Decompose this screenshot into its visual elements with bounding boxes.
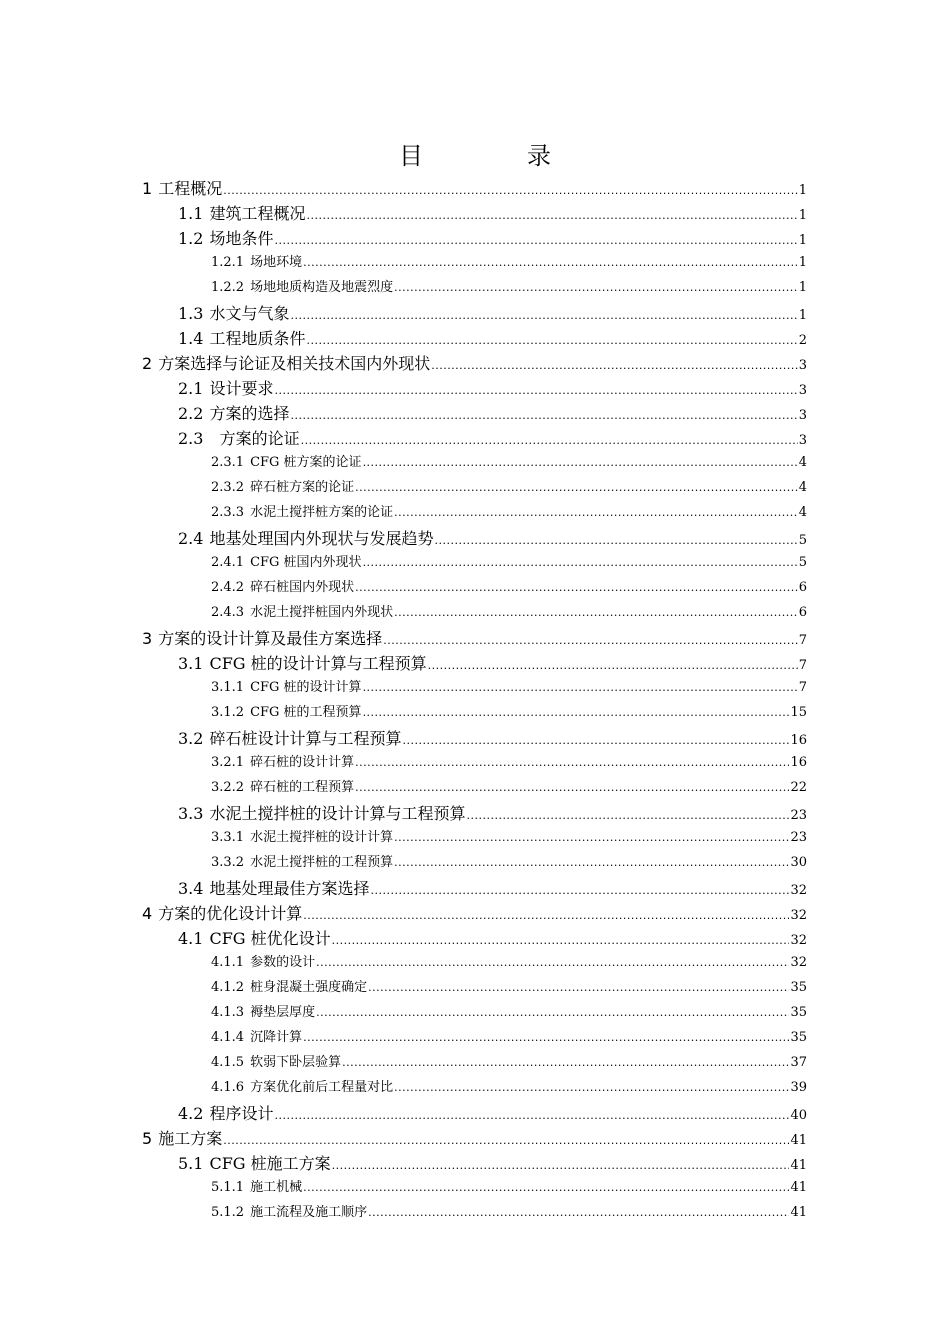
toc-leader-dots — [223, 179, 798, 198]
toc-entry-title: 碎石桩方案的论证 — [250, 480, 355, 495]
toc-entry[interactable] — [142, 1151, 807, 1176]
toc-entry-page: 32 — [790, 883, 807, 898]
toc-leader-dots — [290, 404, 797, 423]
toc-entry-page: 1 — [798, 255, 807, 270]
toc-entry[interactable] — [142, 501, 807, 526]
toc-entry-title: 场地条件 — [209, 229, 274, 248]
toc-entry-title: CFG 桩的设计计算 — [250, 680, 362, 695]
toc-entry-number: 2.4.2 — [211, 580, 245, 595]
toc-entry-title: CFG 桩施工方案 — [209, 1154, 331, 1173]
toc-entry[interactable] — [142, 776, 807, 801]
page-title: 目 录 — [399, 142, 591, 170]
toc-entry-page: 1 — [798, 233, 807, 248]
toc-entry-title: CFG 桩方案的论证 — [250, 455, 362, 470]
toc-leader-dots — [383, 629, 798, 648]
toc-leader-dots — [394, 280, 798, 295]
toc-entry-title: 施工机械 — [250, 1180, 303, 1195]
toc-entry[interactable] — [142, 826, 807, 851]
toc-entry[interactable] — [142, 1201, 807, 1226]
toc-leader-dots — [303, 255, 798, 270]
toc-entry-page: 32 — [790, 933, 807, 948]
toc-entry-number: 2.4 — [178, 529, 204, 548]
toc-entry[interactable] — [142, 326, 807, 351]
toc-entry-title: 建筑工程概况 — [209, 204, 306, 223]
toc-entry-number: 1.3 — [178, 304, 204, 323]
toc-entry-title: 场地地质构造及地震烈度 — [250, 280, 394, 295]
toc-entry[interactable] — [142, 1051, 807, 1076]
toc-leader-dots — [434, 529, 797, 548]
toc-entry-number: 4.1.5 — [211, 1055, 245, 1070]
toc-entry[interactable] — [142, 601, 807, 626]
toc-entry-title: CFG 桩的设计计算与工程预算 — [209, 654, 427, 673]
toc-entry-number: 2.3.2 — [211, 480, 245, 495]
toc-entry-page: 22 — [790, 780, 807, 795]
toc-entry-number: 4.1.4 — [211, 1030, 245, 1045]
toc-entry[interactable] — [142, 576, 807, 601]
toc-entry-title: CFG 桩的工程预算 — [250, 705, 362, 720]
toc-entry-page: 35 — [790, 1030, 807, 1045]
toc-entry-number: 4.2 — [178, 1104, 204, 1123]
toc-entry-title: 方案的设计计算及最佳方案选择 — [158, 629, 383, 648]
toc-entry-page: 37 — [790, 1055, 807, 1070]
toc-leader-dots — [274, 379, 797, 398]
toc-entry[interactable] — [142, 426, 807, 451]
toc-entry-page: 6 — [798, 605, 807, 620]
toc-entry[interactable] — [142, 1176, 807, 1201]
toc-entry[interactable] — [142, 251, 807, 276]
toc-leader-dots — [394, 1080, 789, 1095]
toc-leader-dots — [466, 804, 789, 823]
toc-leader-dots — [332, 929, 790, 948]
toc-entry-page: 30 — [790, 855, 807, 870]
toc-leader-dots — [368, 980, 789, 995]
toc-leader-dots — [363, 555, 798, 570]
toc-entry-title: 水泥土搅拌桩方案的论证 — [250, 505, 394, 520]
toc-entry-page: 4 — [798, 455, 807, 470]
toc-entry-page: 41 — [790, 1180, 807, 1195]
toc-entry-title: 地基处理国内外现状与发展趋势 — [209, 529, 434, 548]
toc-leader-dots — [363, 455, 798, 470]
toc-entry[interactable] — [142, 201, 807, 226]
toc-entry-number: 3 — [142, 629, 153, 648]
toc-entry[interactable] — [142, 1026, 807, 1051]
toc-entry[interactable] — [142, 401, 807, 426]
toc-entry[interactable] — [142, 276, 807, 301]
toc-entry-number: 2 — [142, 354, 153, 373]
toc-entry-page: 35 — [790, 1005, 807, 1020]
toc-entry-number: 5.1.1 — [211, 1180, 245, 1195]
toc-entry-number: 1.2 — [178, 229, 204, 248]
toc-entry-number: 5 — [142, 1129, 153, 1148]
toc-leader-dots — [394, 830, 789, 845]
toc-entry-title: 水泥土搅拌桩的设计计算与工程预算 — [209, 804, 466, 823]
toc-entry-page: 23 — [790, 830, 807, 845]
toc-entry-title: 水泥土搅拌桩国内外现状 — [250, 605, 394, 620]
toc-entry-page: 3 — [798, 408, 807, 423]
toc-entry-page: 16 — [790, 755, 807, 770]
toc-leader-dots — [274, 1104, 789, 1123]
toc-entry[interactable] — [142, 901, 807, 926]
toc-entry-number: 5.1.2 — [211, 1205, 245, 1220]
table-of-contents — [142, 176, 807, 1226]
toc-leader-dots — [223, 1129, 789, 1148]
toc-entry-title: 水文与气象 — [209, 304, 290, 323]
toc-entry-number: 3.1.2 — [211, 705, 245, 720]
toc-entry-number: 3.2.1 — [211, 755, 245, 770]
toc-entry[interactable] — [142, 676, 807, 701]
toc-entry-page: 23 — [790, 808, 807, 823]
toc-entry-number: 1.2.1 — [211, 255, 245, 270]
toc-entry[interactable] — [142, 526, 807, 551]
toc-entry-page: 5 — [798, 555, 807, 570]
toc-entry-title: 碎石桩的设计计算 — [250, 755, 355, 770]
toc-entry[interactable] — [142, 926, 807, 951]
toc-entry-title: 设计要求 — [209, 379, 274, 398]
toc-entry-page: 7 — [798, 633, 807, 648]
toc-leader-dots — [316, 955, 789, 970]
toc-leader-dots — [363, 680, 798, 695]
toc-entry-title: 方案选择与论证及相关技术国内外现状 — [158, 354, 431, 373]
toc-entry-number: 4 — [142, 904, 153, 923]
toc-entry[interactable] — [142, 951, 807, 976]
toc-entry-title: 方案的优化设计计算 — [158, 904, 303, 923]
toc-entry-page: 41 — [790, 1158, 807, 1173]
toc-entry-page: 32 — [790, 955, 807, 970]
toc-leader-dots — [274, 229, 797, 248]
toc-entry-title: 方案优化前后工程量对比 — [250, 1080, 394, 1095]
toc-entry-number: 5.1 — [178, 1154, 204, 1173]
toc-entry-page: 39 — [790, 1080, 807, 1095]
toc-entry-title: 水泥土搅拌桩的工程预算 — [250, 855, 394, 870]
toc-leader-dots — [290, 304, 797, 323]
toc-entry-title: 沉降计算 — [250, 1030, 303, 1045]
toc-entry-page: 1 — [798, 280, 807, 295]
toc-entry-page: 7 — [798, 680, 807, 695]
toc-entry-number: 3.3.2 — [211, 855, 245, 870]
toc-entry[interactable] — [142, 626, 807, 651]
toc-entry-title: 场地环境 — [250, 255, 303, 270]
toc-entry-number: 3.4 — [178, 879, 204, 898]
toc-leader-dots — [306, 204, 797, 223]
toc-entry-page: 1 — [798, 208, 807, 223]
toc-entry-page: 5 — [798, 533, 807, 548]
toc-entry-number: 1.4 — [178, 329, 204, 348]
toc-leader-dots — [363, 705, 790, 720]
toc-leader-dots — [368, 1205, 789, 1220]
toc-entry[interactable] — [142, 1001, 807, 1026]
toc-entry[interactable] — [142, 1101, 807, 1126]
toc-entry-page: 16 — [790, 733, 807, 748]
toc-entry[interactable] — [142, 551, 807, 576]
toc-entry-page: 1 — [798, 308, 807, 323]
toc-entry-page: 4 — [798, 480, 807, 495]
toc-entry-number: 3.1 — [178, 654, 204, 673]
toc-entry-number: 3.1.1 — [211, 680, 245, 695]
toc-leader-dots — [431, 354, 798, 373]
toc-entry-number: 2.2 — [178, 404, 204, 423]
toc-entry-number: 2.4.3 — [211, 605, 245, 620]
toc-entry-title: 碎石桩设计计算与工程预算 — [209, 729, 402, 748]
toc-entry-title: 施工方案 — [158, 1129, 223, 1148]
toc-entry-title: 方案的选择 — [209, 404, 290, 423]
toc-leader-dots — [303, 1030, 789, 1045]
toc-entry-title: 工程地质条件 — [209, 329, 306, 348]
toc-entry[interactable] — [142, 176, 807, 201]
toc-leader-dots — [394, 855, 789, 870]
toc-entry-number: 3.2 — [178, 729, 204, 748]
toc-entry[interactable] — [142, 1126, 807, 1151]
toc-entry[interactable] — [142, 1076, 807, 1101]
toc-entry-page: 32 — [790, 908, 807, 923]
toc-leader-dots — [332, 1154, 790, 1173]
toc-entry-page: 3 — [798, 358, 807, 373]
toc-leader-dots — [303, 1180, 789, 1195]
toc-entry-page: 4 — [798, 505, 807, 520]
toc-entry-title: 水泥土搅拌桩的设计计算 — [250, 830, 394, 845]
toc-leader-dots — [306, 329, 797, 348]
toc-entry-number: 4.1.2 — [211, 980, 245, 995]
toc-leader-dots — [370, 879, 789, 898]
toc-entry[interactable] — [142, 651, 807, 676]
toc-entry-page: 3 — [798, 383, 807, 398]
toc-entry[interactable] — [142, 351, 807, 376]
toc-entry-page: 7 — [798, 658, 807, 673]
toc-entry-page: 3 — [798, 433, 807, 448]
toc-entry-number: 2.1 — [178, 379, 204, 398]
toc-leader-dots — [355, 580, 798, 595]
toc-entry-title: 参数的设计 — [250, 955, 316, 970]
toc-entry-page: 41 — [790, 1133, 807, 1148]
toc-leader-dots — [394, 505, 798, 520]
toc-entry-title: 褥垫层厚度 — [250, 1005, 316, 1020]
toc-entry[interactable] — [142, 851, 807, 876]
toc-entry-number: 2.3.3 — [211, 505, 245, 520]
toc-leader-dots — [303, 904, 789, 923]
toc-entry-title: 程序设计 — [209, 1104, 274, 1123]
toc-entry-number: 1.2.2 — [211, 280, 245, 295]
toc-entry-title: 桩身混凝土强度确定 — [250, 980, 368, 995]
toc-entry-title: 方案的论证 — [209, 429, 300, 448]
toc-entry[interactable] — [142, 226, 807, 251]
toc-leader-dots — [355, 480, 798, 495]
toc-entry-title: 地基处理最佳方案选择 — [209, 879, 370, 898]
toc-entry-title: 碎石桩国内外现状 — [250, 580, 355, 595]
toc-entry-page: 15 — [790, 705, 807, 720]
toc-entry-number: 3.2.2 — [211, 780, 245, 795]
toc-entry-page: 41 — [790, 1205, 807, 1220]
toc-entry[interactable] — [142, 476, 807, 501]
toc-entry[interactable] — [142, 301, 807, 326]
toc-entry-title: 施工流程及施工顺序 — [250, 1205, 368, 1220]
toc-entry-page: 35 — [790, 980, 807, 995]
toc-entry-number: 3.3 — [178, 804, 204, 823]
toc-entry-title: CFG 桩优化设计 — [209, 929, 331, 948]
toc-entry-number: 2.4.1 — [211, 555, 245, 570]
toc-entry[interactable] — [142, 451, 807, 476]
toc-entry-title: 软弱下卧层验算 — [250, 1055, 342, 1070]
toc-entry-number: 4.1.1 — [211, 955, 245, 970]
toc-entry-number: 2.3.1 — [211, 455, 245, 470]
toc-entry-page: 1 — [798, 183, 807, 198]
toc-entry-page: 40 — [790, 1108, 807, 1123]
toc-entry-number: 4.1 — [178, 929, 204, 948]
toc-leader-dots — [316, 1005, 789, 1020]
toc-entry-number: 4.1.3 — [211, 1005, 245, 1020]
toc-entry-number: 2.3 — [178, 429, 204, 448]
toc-entry-number: 1.1 — [178, 204, 204, 223]
toc-entry[interactable] — [142, 801, 807, 826]
toc-leader-dots — [301, 429, 798, 448]
toc-entry[interactable] — [142, 976, 807, 1001]
toc-entry-title: CFG 桩国内外现状 — [250, 555, 362, 570]
toc-entry[interactable] — [142, 701, 807, 726]
toc-leader-dots — [355, 755, 789, 770]
toc-entry-page: 6 — [798, 580, 807, 595]
toc-leader-dots — [342, 1055, 789, 1070]
toc-entry-number: 4.1.6 — [211, 1080, 245, 1095]
toc-leader-dots — [428, 654, 798, 673]
toc-entry-title: 工程概况 — [158, 179, 223, 198]
toc-entry-title: 碎石桩的工程预算 — [250, 780, 355, 795]
toc-leader-dots — [355, 780, 789, 795]
toc-entry[interactable] — [142, 726, 807, 751]
toc-entry-page: 2 — [798, 333, 807, 348]
toc-entry-number: 1 — [142, 179, 153, 198]
toc-leader-dots — [394, 605, 798, 620]
toc-entry[interactable] — [142, 751, 807, 776]
toc-leader-dots — [402, 729, 789, 748]
toc-entry-number: 3.3.1 — [211, 830, 245, 845]
toc-entry[interactable] — [142, 376, 807, 401]
toc-entry[interactable] — [142, 876, 807, 901]
